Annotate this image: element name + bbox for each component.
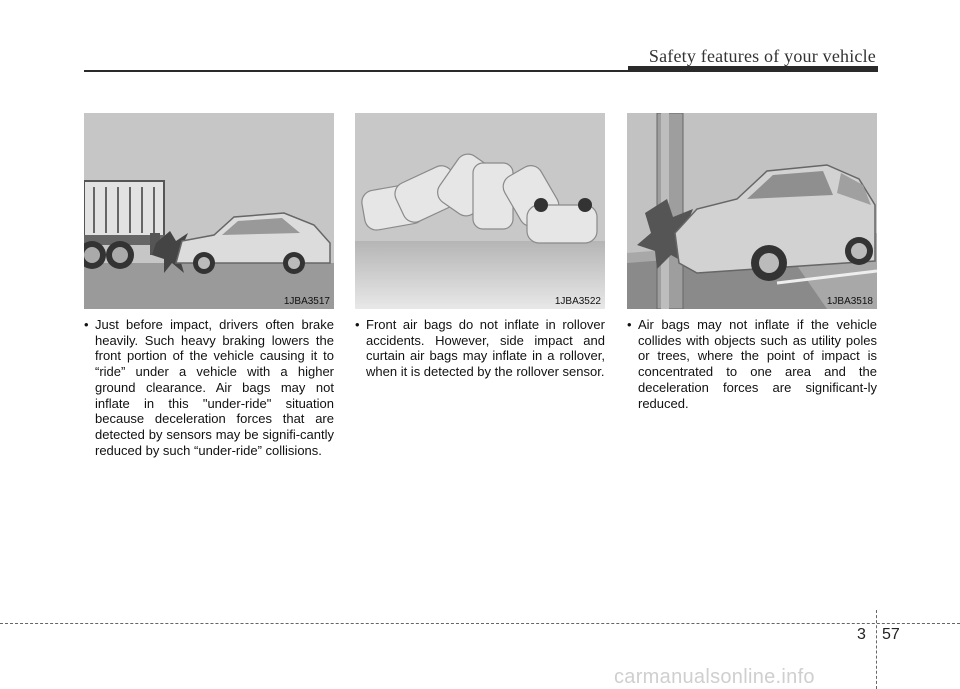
bullet: • <box>355 317 360 332</box>
caption-text: Air bags may not inflate if the vehicle collides with objects such as utility poles or trees, where the point of impact is concentrated to one area and the deceleration forces are significant-ly reduced. <box>638 317 877 411</box>
page-number: 57 <box>882 626 900 643</box>
bullet: • <box>627 317 632 332</box>
figure-code: 1JBA3518 <box>826 296 873 307</box>
figure-under-ride <box>84 113 334 309</box>
caption-pole-impact <box>627 317 877 411</box>
figure-rollover <box>355 113 605 309</box>
figure-code: 1JBA3517 <box>283 296 330 307</box>
footer-divider <box>876 610 877 689</box>
bullet: • <box>84 317 89 332</box>
caption-text: Front air bags do not inflate in rollover accidents. However, side impact and curtain air bags may inflate in a rollover, when it is detected by the rollover sensor. <box>366 317 605 380</box>
caption-under-ride <box>84 317 334 458</box>
watermark: carmanualsonline.info <box>614 666 815 688</box>
section-title: Safety features of your vehicle <box>648 46 876 66</box>
caption-rollover <box>355 317 605 380</box>
footer-rule <box>0 623 960 624</box>
under-ride-illustration <box>84 113 334 309</box>
chapter-number: 3 <box>857 626 866 643</box>
header-rule-accent <box>628 66 878 72</box>
rollover-illustration <box>355 113 605 309</box>
figure-code: 1JBA3522 <box>554 296 601 307</box>
caption-text: Just before impact, drivers often brake heavily. Such heavy braking lowers the front portion of the vehicle causing it to “ride” under a vehicle with a higher ground clearance. Air bags may not inflate in this "under-ride" situation because deceleration forces that are detected by sensors may be signifi-cantly reduced by such “under-ride” collisions. <box>95 317 334 458</box>
figure-pole-impact <box>627 113 877 309</box>
pole-impact-illustration <box>627 113 877 309</box>
